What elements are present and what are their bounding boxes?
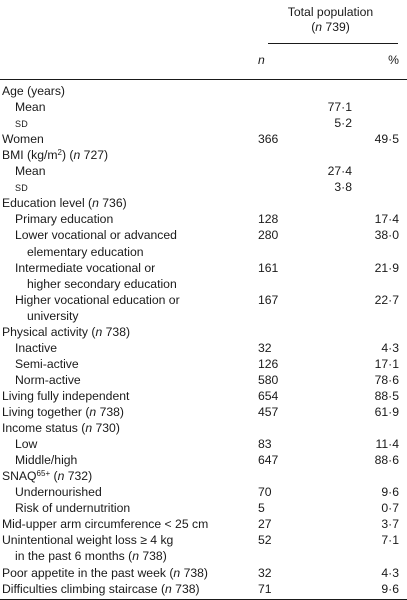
- table-row: [0, 548, 407, 564]
- row-label: Physical activity (n 738): [2, 324, 131, 339]
- row-n-value: 32: [258, 565, 272, 580]
- row-percent-value: 88·6: [374, 453, 399, 468]
- total-population-line1: Total population: [287, 5, 374, 19]
- table-row: [0, 195, 407, 211]
- row-summary-value: 3·8: [334, 180, 352, 195]
- row-label: Income status (n 730): [2, 421, 120, 436]
- row-label: sd: [15, 180, 29, 195]
- row-n-value: 27: [258, 517, 272, 532]
- row-n-value: 457: [258, 405, 279, 419]
- row-label: Mean: [15, 164, 46, 179]
- table-row: [0, 436, 407, 452]
- row-percent-value: 11·4: [375, 437, 399, 452]
- table-row: [0, 500, 407, 516]
- table-row: [0, 163, 407, 179]
- header-rule-top: [268, 43, 398, 44]
- row-percent-value: 88·5: [374, 388, 399, 403]
- table-row: [0, 372, 407, 388]
- row-label: Living together (n 738): [2, 405, 124, 419]
- row-label: elementary education: [27, 244, 144, 259]
- row-label: in the past 6 months (n 738): [15, 549, 167, 564]
- row-percent-value: 21·9: [374, 260, 399, 275]
- row-percent-value: 17·4: [374, 212, 399, 227]
- table-row: [0, 565, 407, 581]
- row-label: Education level (n 736): [2, 196, 127, 211]
- row-label: Difficulties climbing staircase (n 738): [2, 581, 200, 596]
- total-population-line2: (n 739): [311, 20, 350, 34]
- row-n-value: 126: [258, 356, 279, 371]
- table-row: [0, 83, 407, 99]
- row-percent-value: 9·6: [381, 581, 399, 596]
- row-percent-value: 78·6: [374, 372, 399, 387]
- row-label: Age (years): [2, 84, 65, 98]
- table-row: [0, 276, 407, 292]
- table-row: [0, 516, 407, 532]
- table-row: [0, 324, 407, 340]
- row-label: Mid-upper arm circumference < 25 cm: [2, 517, 209, 532]
- row-label: sd: [15, 116, 29, 131]
- row-percent-value: 3·7: [381, 517, 399, 532]
- row-n-value: 52: [258, 533, 272, 548]
- row-label: Poor appetite in the past week (n 738): [2, 565, 208, 580]
- row-label: Lower vocational or advanced: [15, 228, 177, 243]
- row-n-value: 580: [258, 372, 279, 387]
- row-n-value: 128: [258, 212, 279, 227]
- row-percent-value: 61·9: [374, 405, 399, 419]
- table-row: [0, 532, 407, 548]
- table-row: [0, 340, 407, 356]
- table-row: [0, 244, 407, 260]
- row-n-value: 280: [258, 228, 279, 243]
- table-bottom-rule: [0, 599, 407, 600]
- row-percent-value: 17·1: [374, 356, 399, 371]
- row-percent-value: 4·3: [381, 340, 399, 355]
- table-row: [0, 452, 407, 468]
- row-label: Low: [15, 437, 38, 452]
- row-label: $SNAQ^{65+}$ (n 732): [2, 469, 93, 484]
- table-row: [0, 211, 407, 227]
- row-label: Women: [2, 132, 44, 147]
- row-n-value: 654: [258, 388, 279, 403]
- row-summary-value: 77·1: [327, 100, 352, 115]
- row-percent-value: 9·6: [381, 485, 399, 500]
- row-n-value: 70: [258, 485, 272, 500]
- row-summary-value: 27·4: [327, 164, 352, 179]
- table-row: [0, 292, 407, 308]
- row-label: Inactive: [15, 340, 58, 355]
- row-n-value: 647: [258, 453, 279, 468]
- row-n-value: 71: [258, 581, 272, 596]
- row-label: higher secondary education: [27, 276, 177, 291]
- table-row: [0, 179, 407, 195]
- row-n-value: 167: [258, 292, 279, 307]
- row-percent-value: 49·5: [374, 132, 399, 147]
- row-label: Higher vocational education or: [15, 292, 180, 307]
- table-row: [0, 99, 407, 115]
- row-label: university: [27, 308, 79, 323]
- row-n-value: 32: [258, 340, 272, 355]
- table-row: [0, 484, 407, 500]
- row-percent-value: 0·7: [381, 501, 399, 516]
- row-label: Intermediate vocational or: [15, 260, 156, 275]
- row-label: Mean: [15, 100, 46, 115]
- row-n-value: 5: [258, 501, 265, 516]
- table-row: [0, 356, 407, 372]
- row-percent-value: 7·1: [381, 533, 399, 548]
- row-label: Middle/high: [15, 453, 78, 468]
- row-label: Primary education: [15, 212, 114, 227]
- table-row: [0, 420, 407, 436]
- table-row: [0, 404, 407, 420]
- table-row: [0, 131, 407, 147]
- row-summary-value: 5·2: [334, 116, 352, 131]
- row-percent-value: 22·7: [374, 292, 399, 307]
- table-row: [0, 468, 407, 484]
- table-row: [0, 147, 407, 163]
- row-label: Risk of undernutrition: [15, 501, 131, 516]
- table-row: [0, 308, 407, 324]
- row-percent-value: 38·0: [374, 228, 399, 243]
- row-label: Undernourished: [15, 485, 102, 500]
- row-label: Norm-active: [15, 372, 81, 387]
- table-row: [0, 115, 407, 131]
- table-row: [0, 260, 407, 276]
- row-n-value: 366: [258, 132, 279, 147]
- row-label: Unintentional weight loss ≥ 4 kg: [2, 533, 174, 548]
- row-n-value: 161: [258, 260, 279, 275]
- row-label: Living fully independent: [2, 388, 130, 403]
- row-label: BMI $(kg/m^2)$ (n 727): [2, 148, 109, 163]
- row-n-value: 83: [258, 437, 272, 452]
- table-row: [0, 388, 407, 404]
- table-row: [0, 581, 407, 597]
- column-n-heading: n: [258, 53, 265, 67]
- row-percent-value: 4·3: [381, 565, 399, 580]
- header-rule-bottom: [0, 79, 407, 80]
- column-percent-heading: %: [388, 53, 399, 67]
- total-population-heading: [268, 5, 393, 35]
- row-label: Semi-active: [15, 356, 79, 371]
- table-row: [0, 227, 407, 243]
